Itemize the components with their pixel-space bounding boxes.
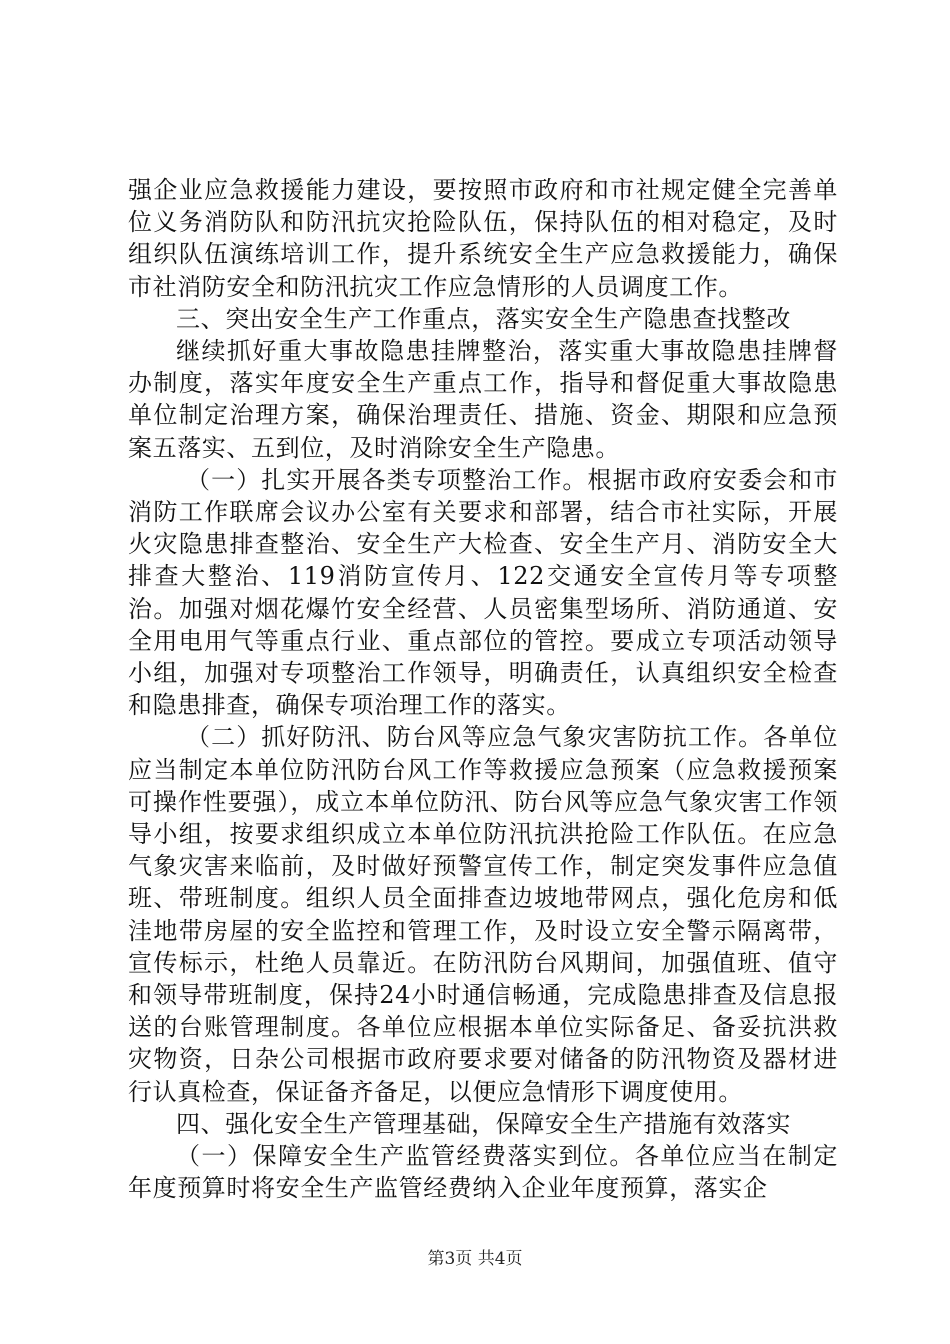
paragraph-flood-typhoon: （二）抓好防汛、防台风等应急气象灾害防抗工作。各单位应当制定本单位防汛防台风工作等救援应急预案（应急救援预案可操作性要强），成立本单位防汛、防台风等应急气象灾害工作领导小组，按要求组织成立本单位防汛抗洪抢险工作队伍。在应急气象灾害来临前，及时做好预警宣传工作，制定突发事件应急值班、带班制度。组织人员全面排查边坡地带网点，强化危房和低洼地带房屋的安全监控和管理工作，及时设立安全警示隔离带，宣传标示，杜绝人员靠近。在防汛防台风期间，加强值班、值守和领导带班制度，保持24小时通信畅通，完成隐患排查及信息报送的台账管理制度。各单位应根据本单位实际备足、备妥抗洪救灾物资，日杂公司根据市政府要求要对储备的防汛物资及器材进行认真检查，保证备齐备足，以便应急情形下调度使用。: [128, 723, 838, 1106]
heading-section-three: 三、突出安全生产工作重点，落实安全生产隐患查找整改: [176, 304, 791, 333]
paragraph-emergency-rescue: 强企业应急救援能力建设，要按照市政府和市社规定健全完善单位义务消防队和防汛抗灾抢险队伍，保持队伍的相对稳定，及时组织队伍演练培训工作，提升系统安全生产应急救援能力，确保市社消防安全和防汛抗灾工作应急情形的人员调度工作。: [128, 176, 838, 301]
paragraph-special-rectification: （一）扎实开展各类专项整治工作。根据市政府安委会和市消防工作联席会议办公室有关要求和部署，结合市社实际，开展火灾隐患排查整治、安全生产大检查、安全生产月、消防安全大排查大整治、119消防宣传月、122交通安全宣传月等专项整治。加强对烟花爆竹安全经营、人员密集型场所、消防通道、安全用电用气等重点行业、重点部位的管控。要成立专项活动领导小组，加强对专项整治工作领导，明确责任，认真组织安全检查和隐患排查，确保专项治理工作的落实。: [128, 465, 838, 720]
page-number-footer: 第3页 共4页: [427, 1249, 523, 1269]
paragraph-supervision-funding: （一）保障安全生产监管经费落实到位。各单位应当在制定年度预算时将安全生产监管经费纳入企业年度预算，落实企: [128, 1142, 838, 1203]
paragraph-major-hazards: 继续抓好重大事故隐患挂牌整治，落实重大事故隐患挂牌督办制度，落实年度安全生产重点工作，指导和督促重大事故隐患单位制定治理方案，确保治理责任、措施、资金、期限和应急预案五落实、五到位，及时消除安全生产隐患。: [128, 337, 838, 462]
document-body: [128, 174, 838, 1205]
heading-section-four: 四、强化安全生产管理基础，保障安全生产措施有效落实: [176, 1109, 791, 1138]
